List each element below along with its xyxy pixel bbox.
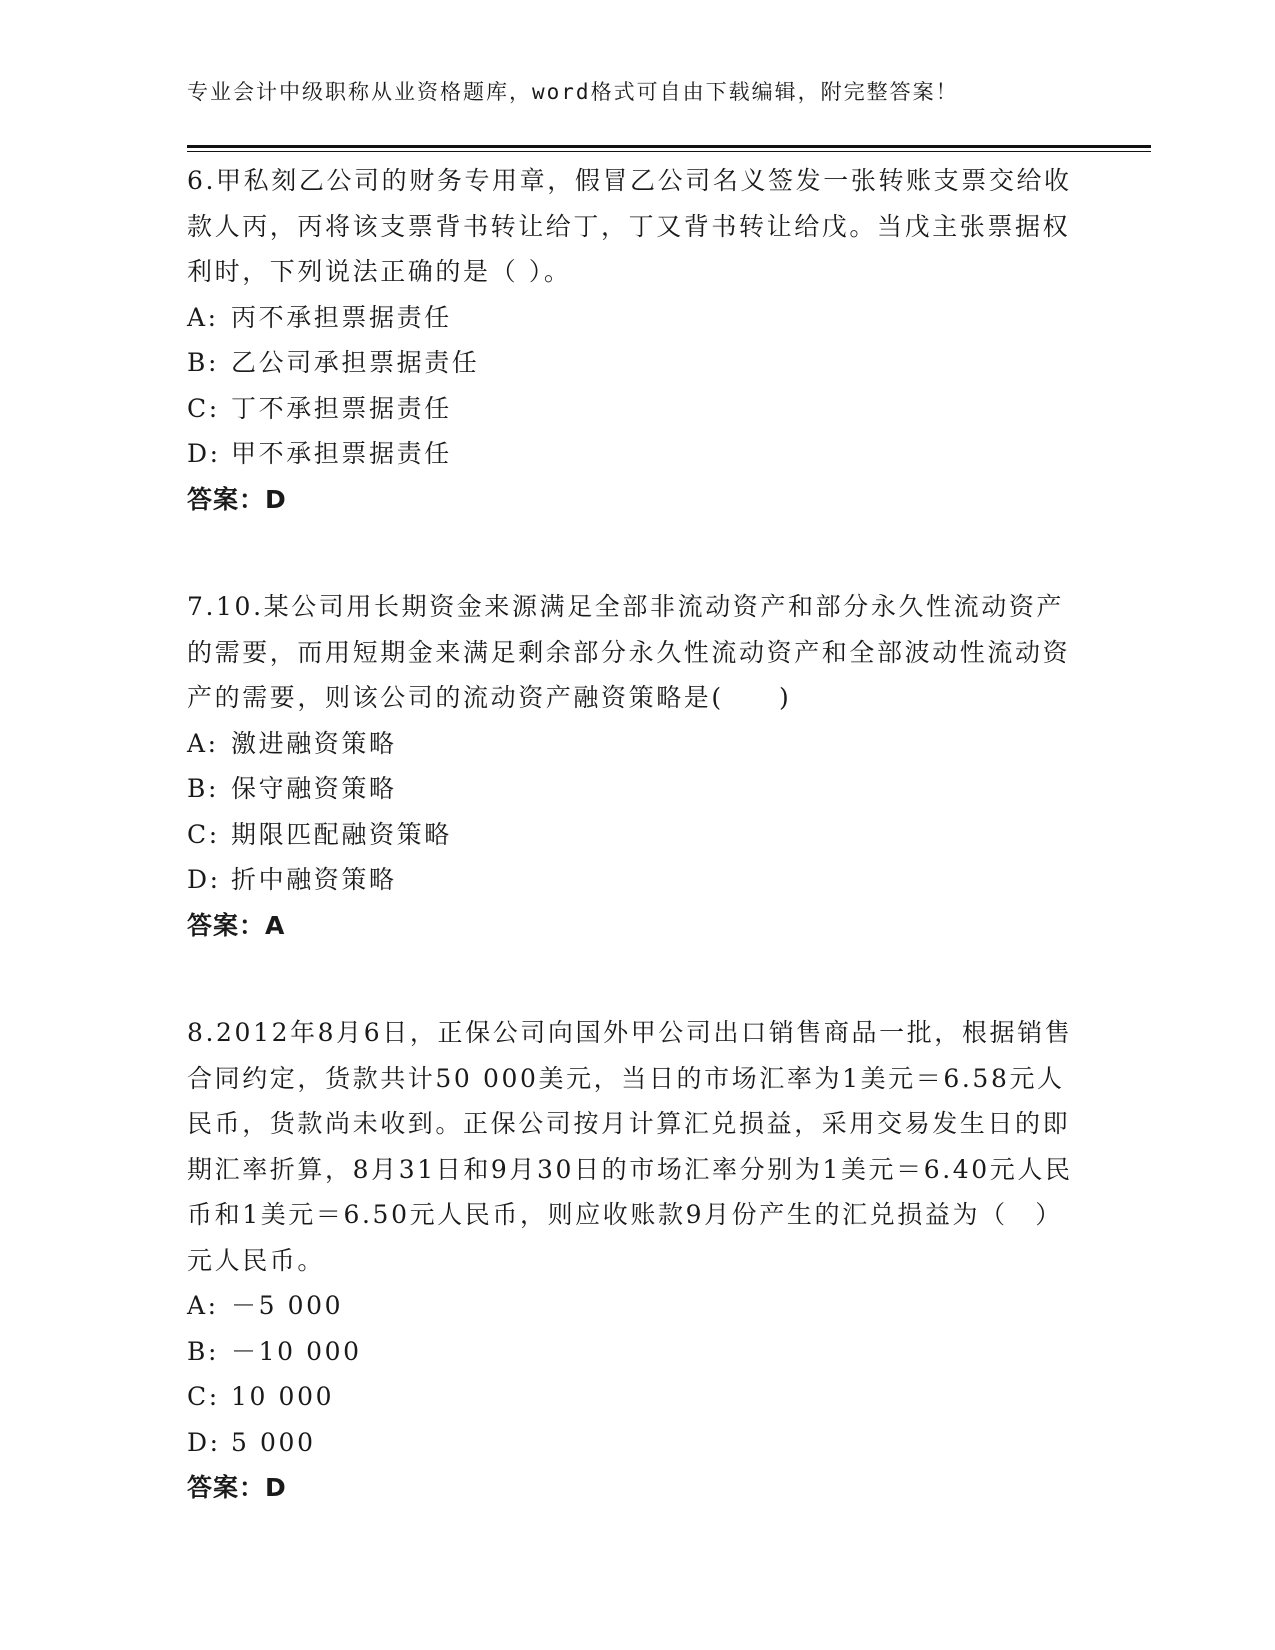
option-b — [187, 1329, 1077, 1375]
answer-line: 答案：D — [187, 1473, 287, 1502]
question-stem: 8.2012年8月6日，正保公司向国外甲公司出口销售商品一批，根据销售合同约定，货款共计50 000美元，当日的市场汇率为1美元＝6.58元人民币，货款尚未收到。正保公司按月计算汇兑损益，采用交易发生日的即期汇率折算，8月31日和9月30日的市场汇率分别为1美元＝6.40元人民币和1美元＝6.50元人民币，则应收账款9月份产生的汇兑损益为（ ）元人民币。 — [187, 1018, 1073, 1275]
option-text: 甲不承担票据责任 — [231, 439, 452, 468]
option-text: 乙公司承担票据责任 — [231, 348, 480, 377]
option-letter: D: — [187, 865, 221, 894]
option-letter: A: — [187, 728, 219, 758]
option-d — [187, 1420, 1077, 1466]
option-a — [187, 721, 1077, 767]
option-b — [187, 340, 1077, 386]
option-letter: A: — [187, 302, 219, 332]
option-text: 10 000 — [231, 1382, 335, 1411]
option-text: －10 000 — [231, 1336, 362, 1366]
option-a — [187, 1283, 1077, 1329]
option-letter: D: — [187, 439, 221, 468]
option-text: 丙不承担票据责任 — [231, 302, 452, 332]
question-list — [187, 158, 1077, 1573]
option-d — [187, 857, 1077, 903]
question-7 — [187, 584, 1077, 948]
option-letter: C: — [187, 819, 220, 849]
option-letter: D: — [187, 1427, 221, 1457]
option-text: 期限匹配融资策略 — [231, 819, 452, 849]
option-c — [187, 386, 1077, 432]
question-6 — [187, 158, 1077, 522]
page-header: 专业会计中级职称从业资格题库，word格式可自由下载编辑，附完整答案！ — [187, 80, 959, 104]
question-8 — [187, 1010, 1077, 1511]
option-a — [187, 295, 1077, 341]
option-text: 丁不承担票据责任 — [231, 393, 452, 423]
option-letter: A: — [187, 1291, 219, 1320]
header-divider-thick — [187, 145, 1151, 148]
header-divider-thin — [187, 151, 1151, 152]
option-letter: C: — [187, 393, 220, 423]
option-letter: C: — [187, 1382, 220, 1411]
option-text: 折中融资策略 — [231, 865, 397, 894]
question-stem: 6.甲私刻乙公司的财务专用章，假冒乙公司名义签发一张转账支票交给收款人丙，丙将该支票背书转让给丁，丁又背书转让给戊。当戊主张票据权利时，下列说法正确的是（ ）。 — [187, 166, 1072, 286]
option-c — [187, 1374, 1077, 1420]
question-stem: 7.10.某公司用长期资金来源满足全部非流动资产和部分永久性流动资产的需要，而用短期金来满足剩余部分永久性流动资产和全部波动性流动资产的需要，则该公司的流动资产融资策略是( ) — [187, 592, 1071, 712]
option-letter: B: — [187, 348, 219, 377]
answer-line: 答案：D — [187, 484, 287, 514]
option-text: 保守融资策略 — [231, 774, 397, 803]
option-letter: B: — [187, 774, 219, 803]
answer-line: 答案：A — [187, 910, 286, 940]
option-text: 激进融资策略 — [231, 728, 397, 758]
option-text: 5 000 — [231, 1427, 316, 1457]
option-c — [187, 812, 1077, 858]
option-text: －5 000 — [231, 1291, 344, 1320]
option-d — [187, 431, 1077, 477]
option-b — [187, 766, 1077, 812]
option-letter: B: — [187, 1336, 219, 1366]
